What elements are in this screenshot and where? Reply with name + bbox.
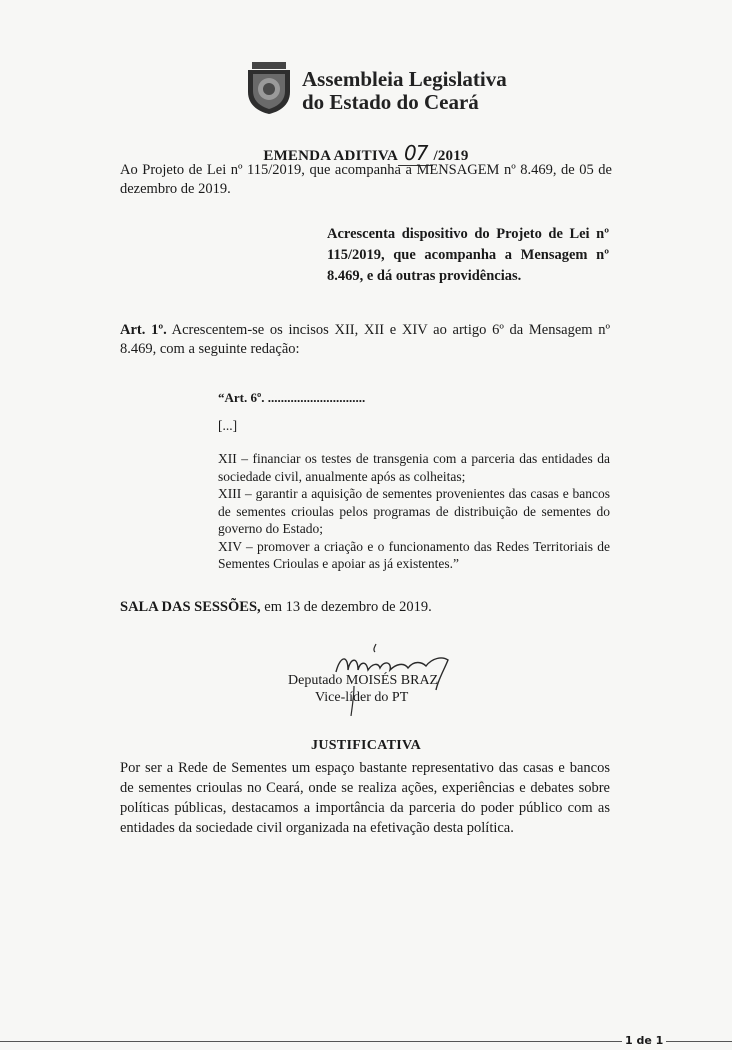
page-number: 1 de 1 bbox=[622, 1034, 666, 1047]
signatory-role: Vice-líder do PT bbox=[315, 690, 409, 705]
article-1-label: Art. 1º. bbox=[120, 322, 167, 338]
title-suffix: /2019 bbox=[433, 148, 469, 164]
institution-name-line1: Assembleia Legislativa bbox=[302, 67, 507, 91]
quoted-ellipsis: [...] bbox=[218, 418, 238, 433]
inciso-item: XIV – promover a criação e o funcionamento das Redes Territoriais de Sementes Crioulas e apoiar as já existentes.” bbox=[218, 538, 610, 571]
session-line bbox=[120, 599, 432, 616]
inciso-item: XII – financiar os testes de transgenia com a parceria das entidades da sociedade civil, anualmente após as colheitas; bbox=[218, 451, 610, 484]
article-1 bbox=[120, 321, 610, 359]
signatory-name: Deputado MOISÉS BRAZ bbox=[288, 673, 439, 688]
session-label: SALA DAS SESSÕES, bbox=[120, 599, 261, 615]
justification-text: Por ser a Rede de Sementes um espaço bastante representativo das casas e bancos de sementes crioulas no Ceará, onde se realiza ações, experiências e debates sobre políticas públicas, destacamos a importância da parceria do poder público com as entidades da sociedade civil organizada na efetivação desta política. bbox=[120, 760, 610, 836]
title-prefix: EMENDA ADITIVA bbox=[263, 148, 398, 164]
intro-paragraph: Ao Projeto de Lei nº 115/2019, que acompanha a MENSAGEM nº 8.469, de 05 de dezembro de 2019. bbox=[120, 162, 612, 197]
inciso-item: XIII – garantir a aquisição de sementes provenientes das casas e bancos de sementes crioulas pelos programas de distribuição de sementes do governo do Estado; bbox=[218, 486, 610, 536]
justification-title: JUSTIFICATIVA bbox=[311, 738, 421, 753]
session-date: em 13 de dezembro de 2019. bbox=[264, 599, 432, 615]
institution-name-line2: do Estado do Ceará bbox=[302, 90, 479, 114]
quoted-article-heading: “Art. 6º. .............................. bbox=[218, 390, 366, 405]
state-coat-of-arms-logo bbox=[244, 62, 294, 114]
amendment-number: 07 bbox=[398, 141, 433, 166]
ementa-paragraph: Acrescenta dispositivo do Projeto de Lei nº 115/2019, que acompanha a Mensagem nº 8.469, e dá outras providências. bbox=[327, 226, 609, 284]
institution-name bbox=[302, 68, 507, 114]
article-1-text: Acrescentem-se os incisos XII, XII e XIV ao artigo 6º da Mensagem nº 8.469, com a seguinte redação: bbox=[120, 322, 610, 357]
quoted-items bbox=[218, 450, 610, 573]
